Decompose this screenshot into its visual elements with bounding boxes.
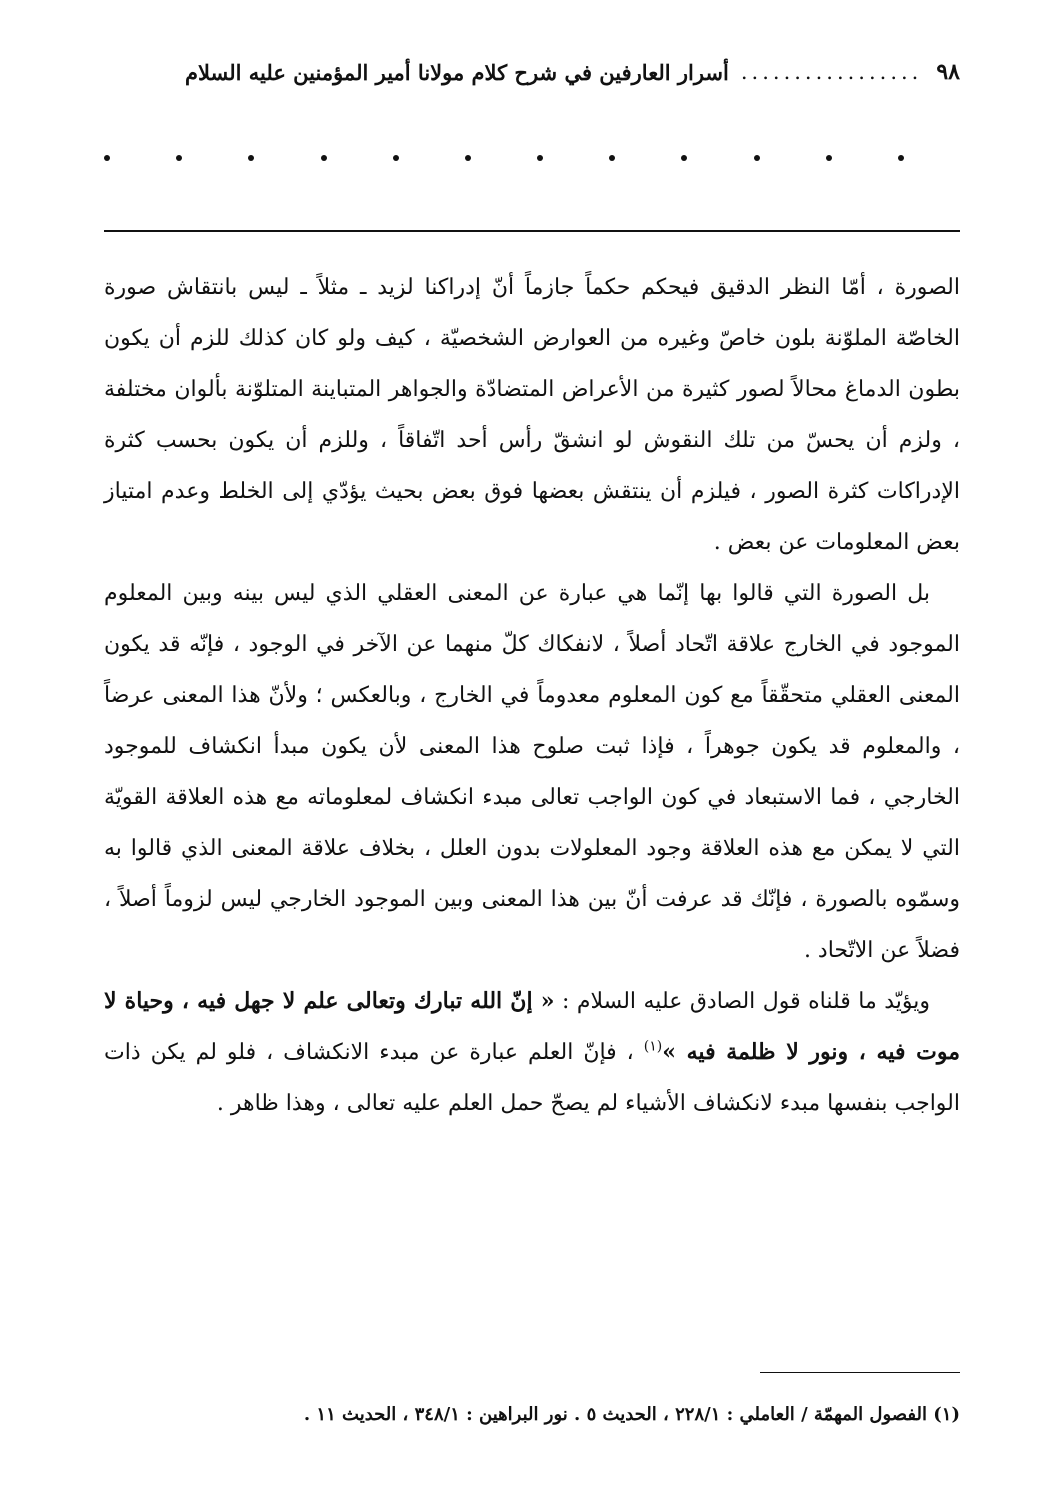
- ornament-dot: [826, 155, 832, 161]
- ornament-dot: [176, 155, 182, 161]
- ornament-dot: [609, 155, 615, 161]
- page-number: ٩٨: [936, 59, 960, 85]
- paragraph-text: الصورة ، أمّا النظر الدقيق فيحكم حكماً جازماً أنّ إدراكنا لزيد ـ مثلاً ـ ليس بانتقاش صورة الخاصّة الملوّنة بلون خاصّ وغيره من العوارض الشخصيّة ، كيف ولو كان كذلك للزم أن يكون بطون الدماغ محالاً لصور كثيرة من الأعراض المتضادّة والجواهر المتباينة المتلوّنة بألوان مختلفة ، ولزم أن يحسّ من تلك النقوش لو انشقّ رأس أحد اتّفاقاً ، وللزم أن يكون بحسب كثرة الإدراكات كثرة الصور ، فيلزم أن ينتقش بعضها فوق بعض بحيث يؤدّي إلى الخلط وعدم امتياز بعض المعلومات عن بعض .: [104, 275, 960, 555]
- paragraph-text: ويؤيّد ما قلناه قول الصادق عليه السلام :: [554, 989, 930, 1014]
- ornament-dot: [321, 155, 327, 161]
- footnote-ref[interactable]: (١): [643, 1038, 663, 1055]
- ornament-dot: [104, 155, 110, 161]
- ornament-dot: [393, 155, 399, 161]
- header-dot-leader: .................: [740, 60, 923, 84]
- book-title: أسرار العارفين في شرح كلام مولانا أمير المؤمنين عليه السلام: [184, 59, 729, 85]
- footnote: (١) الفصول المهمّة / العاملي : ٢٢٨/١ ، الحديث ٥ . نور البراهين : ٣٤٨/١ ، الحديث ١١ .: [303, 1404, 960, 1425]
- ornament-dot: [681, 155, 687, 161]
- paragraph-2: [104, 568, 960, 976]
- paragraph-text: ، فإنّ العلم عبارة عن مبدء الانكشاف ، فلو لم يكن ذات الواجب بنفسها مبدء لانكشاف الأشياء لم يصحّ حمل العلم عليه تعالى ، وهذا ظاهر .: [104, 1040, 960, 1116]
- body-text: [104, 262, 960, 1129]
- ornament-dot: [248, 155, 254, 161]
- header-divider: [104, 230, 960, 232]
- hadith-quote: « إنّ الله تبارك وتعالى علم لا جهل فيه ، وحياة لا موت فيه ، ونور لا ظلمة فيه »: [104, 988, 960, 1065]
- footnote-divider: [760, 1372, 960, 1373]
- ornament-dot-row: [104, 148, 904, 168]
- paragraph-text: بل الصورة التي قالوا بها إنّما هي عبارة عن المعنى العقلي الذي ليس بينه وبين المعلوم الموجود في الخارج علاقة اتّحاد أصلاً ، لانفكاك كلّ منهما عن الآخر في الوجود ، فإنّه قد يكون المعنى العقلي متحقّقاً مع كون المعلوم معدوماً في الخارج ، وبالعكس ؛ ولأنّ هذا المعنى عرضاً ، والمعلوم قد يكون جوهراً ، فإذا ثبت صلوح هذا المعنى لأن يكون مبدأ انكشاف للموجود الخارجي ، فما الاستبعاد في كون الواجب تعالى مبدء انكشاف لمعلوماته مع هذه العلاقة القويّة التي لا يمكن مع هذه العلاقة وجود المعلولات بدون العلل ، بخلاف علاقة المعنى الذي قالوا به وسمّوه بالصورة ، فإنّك قد عرفت أنّ بين هذا المعنى وبين الموجود الخارجي ليس لزوماً أصلاً ، فضلاً عن الاتّحاد .: [104, 581, 960, 963]
- running-header: [104, 52, 960, 92]
- ornament-dot: [537, 155, 543, 161]
- ornament-dot: [898, 155, 904, 161]
- ornament-dot: [465, 155, 471, 161]
- paragraph-1: [104, 262, 960, 568]
- ornament-dot: [754, 155, 760, 161]
- paragraph-3: [104, 976, 960, 1129]
